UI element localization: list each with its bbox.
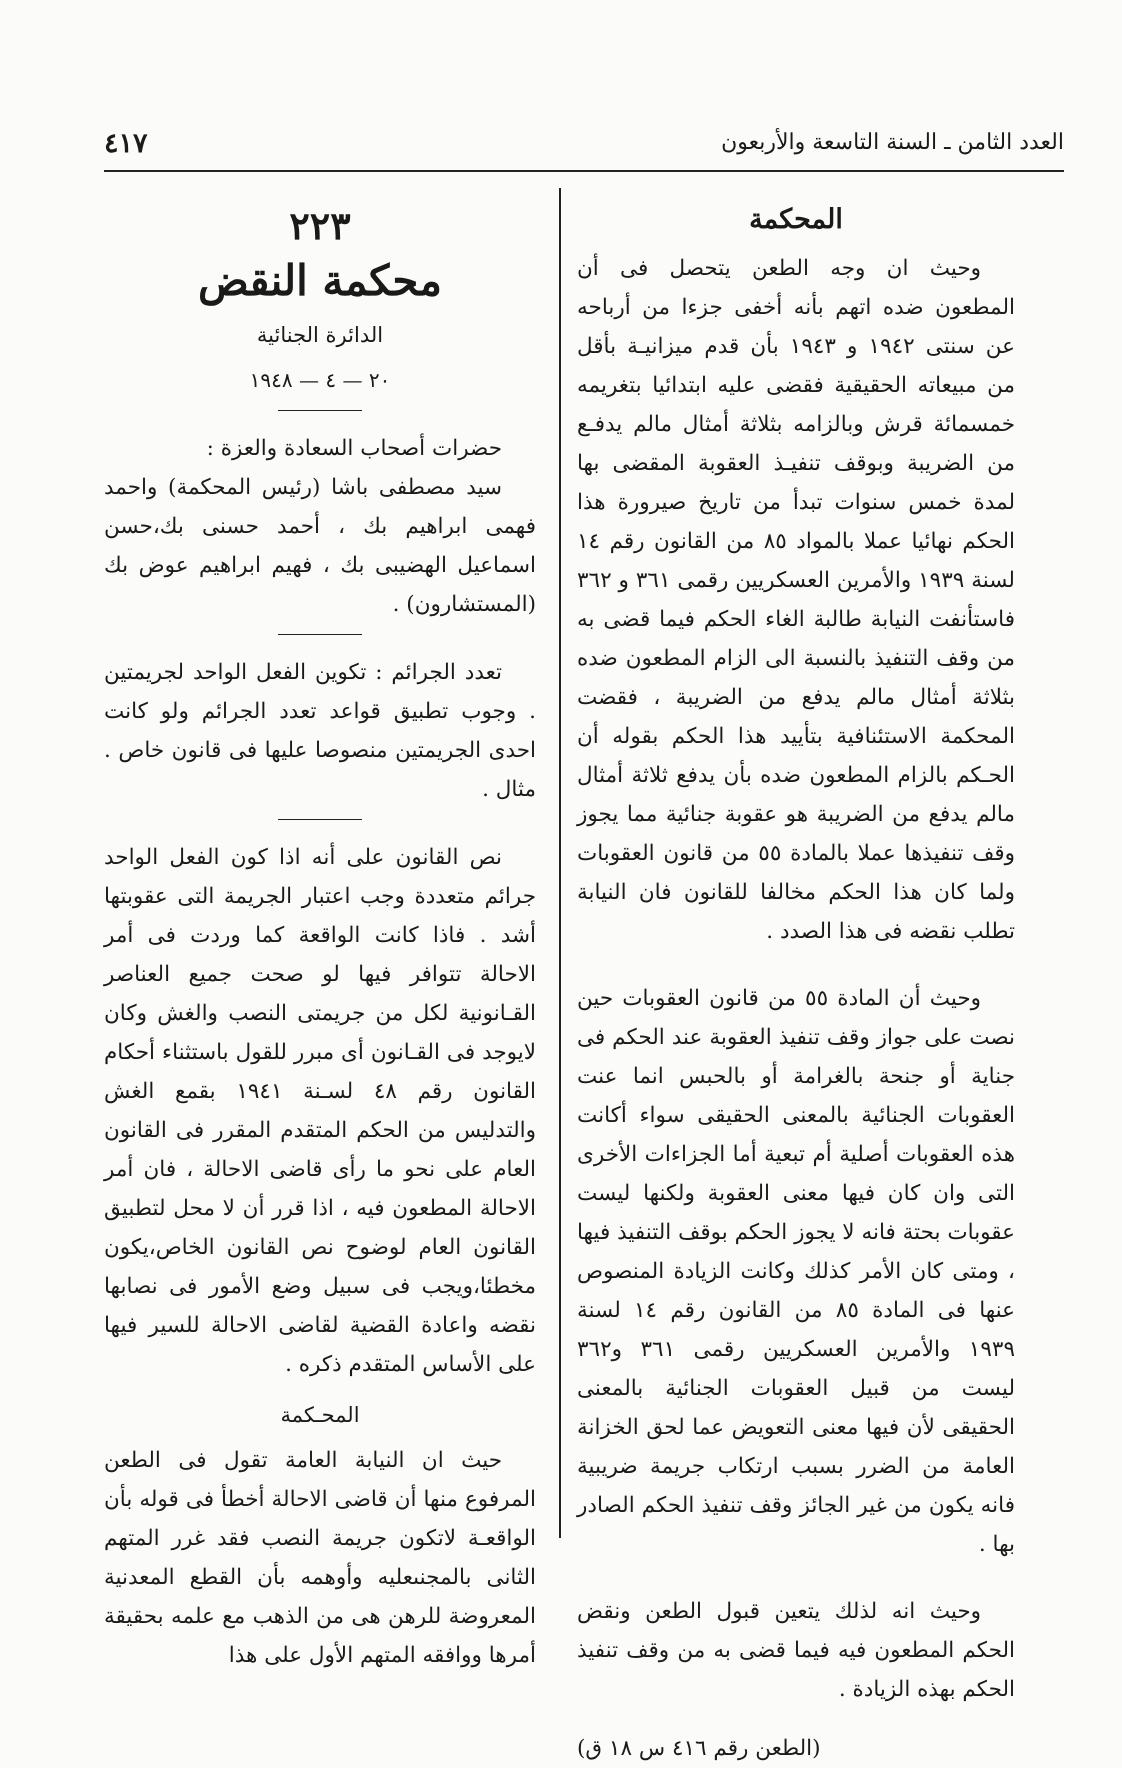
short-rule [278, 819, 362, 820]
header-rule [104, 170, 1064, 172]
left-column [104, 200, 536, 1675]
page-number: ٤١٧ [104, 128, 148, 159]
summary-heading: تعدد الجرائم : تكوين الفعل الواحد لجريمتين . وجوب تطبيق قواعد تعدد الجرائم ولو كانت احدى الجريمتين منصوصا عليها فى قانون خاص . مثال . [104, 660, 536, 802]
case-number: ٢٢٣ [289, 203, 351, 248]
legal-principle: نص القانون على أنه اذا كون الفعل الواحد جرائم متعددة وجب اعتبار الجريمة التى عقوبتها أشد . فاذا كانت الواقعة كما وردت فى أمر الاحالة تتوافر فيها لو صحت جميع العناصر القـانونية لكل من جريمتى النصب والغش وكان لايوجد فى القـانون أى مبرر للقول باستثناء أحكام القانون رقم ٤٨ لسـنة ١٩٤١ بقمع الغش والتدليس من الحكم المتقدم المقرر فى القانون العام على نحو ما رأى قاضى الاحالة ، فان أمر الاحالة المطعون فيه ، اذا قرر أن لا محل لتطبيق القانون العام لوضوح نص القانون الخاص،يكون مخطئا،ويجب فى سبيل وضع الأمور فى نصابها نقضه واعادة القضية لقاضى الاحالة للسير فيها على الأساس المتقدم ذكره . [104, 845, 536, 1377]
column-divider [559, 188, 561, 1538]
court-text: حيث ان النيابة العامة تقول فى الطعن المرفوع منها أن قاضى الاحالة أخطأ فى قوله بأن الواقعـة لاتكون جريمة النصب فقد غرر المتهم الثانى بالمجنىعليه وأوهمه بأن القطع المعدنية المعروضة للرهن هى من الذهب مع علمه بحقيقة أمرها ووافقه المتهم الأول على هذا [104, 1448, 536, 1668]
judges-list: سيد مصطفى باشا (رئيس المحكمة) واحمد فهمى ابراهيم بك ، أحمد حسنى بك،حسن اسماعيل الهضيبى بك ، فهيم ابراهيم عوض بك (المستشارون) . [104, 475, 536, 617]
short-rule [278, 410, 362, 411]
presiding-intro: حضرات أصحاب السعادة والعزة : [206, 436, 502, 461]
right-paragraph-3: وحيث انه لذلك يتعين قبول الطعن ونقض الحكم المطعون فيه فيما قضى به من وقف تنفيذ الحكم بهذه الزيادة . [577, 1599, 1015, 1702]
right-paragraph-1: وحيث ان وجه الطعن يتحصل فى أن المطعون ضده اتهم بأنه أخفى جزءا من أرباحه عن سنتى ١٩٤٢ و ١٩٤٣ بأن قدم ميزانيـة بأقل من مبيعاته الحقيقية فقضى عليه ابتدائيا بتغريمه خمسمائة قرش وبالزامه بثلاثة أمثال مالم يدفـع من الضريبة وبوقف تنفيـذ العقوبة المقضى بها لمدة خمس سنوات تبدأ من تاريخ صيرورة هذا الحكم نهائيا عملا بالمواد ٨٥ من القانون رقم ١٤ لسنة ١٩٣٩ والأمرين العسكريين رقمى ٣٦١ و ٣٦٢ فاستأنفت النيابة طالبة الغاء الحكم فيما قضى به من وقف التنفيذ بالنسبة الى الزام المطعون ضده بثلاثة أمثال مالم يدفع من الضريبة ، فقضت المحكمة الاستئنافية بتأييد هذا الحكم بقوله أن الحـكم بالزام المطعون ضده بأن يدفع ثلاثة أمثال مالم يدفع من الضريبة هو عقوبة جنائية مما يجوز وقف تنفيذها عملا بالمادة ٥٥ من قانون العقوبات ولما كان هذا الحكم مخالفا للقانون فان النيابة تطلب نقضه فى هذا الصدد . [577, 256, 1016, 944]
court-title: محكمة النقض [197, 256, 443, 305]
right-column [577, 200, 1015, 1768]
short-rule [278, 634, 362, 635]
right-court-heading: المحكمة [749, 204, 843, 235]
left-court-heading: المحـكمة [280, 1403, 360, 1427]
running-header [104, 126, 1064, 170]
case-citation: (الطعن رقم ٤١٦ س ١٨ ق) [577, 1736, 821, 1761]
right-paragraph-2: وحيث أن المادة ٥٥ من قانون العقوبات حين نصت على جواز وقف تنفيذ العقوبة عند الحكم فى جناية أو جنحة بالغرامة أو بالحبس انما عنت العقوبات الجنائية بالمعنى الحقيقى سواء أكانت هذه العقوبات أصلية أم تبعية أما الجزاءات الأخرى التى وان كان فيها معنى العقوبة ولكنها ليست عقوبات بحتة فانه لا يجوز الحكم بوقف التنفيذ فيها ، ومتى كان الأمر كذلك وكانت الزيادة المنصوص عنها فى المادة ٨٥ من القانون رقم ١٤ لسنة ١٩٣٩ والأمرين العسكريين رقمى ٣٦١ و٣٦٢ ليست من قبيل العقوبات الجنائية بالمعنى الحقيقى لأن فيها معنى التعويض عما لحق الخزانة العامة من الضرر بسبب ارتكاب جريمة ضريبية فانه يكون من غير الجائز وقف تنفيذ الحكم الصادر بها . [577, 986, 1015, 1557]
running-title: العدد الثامن ـ السنة التاسعة والأربعون [721, 130, 1064, 155]
session-date: ٢٠ — ٤ — ١٩٤٨ [249, 368, 391, 392]
circuit-name: الدائرة الجنائية [256, 323, 384, 347]
